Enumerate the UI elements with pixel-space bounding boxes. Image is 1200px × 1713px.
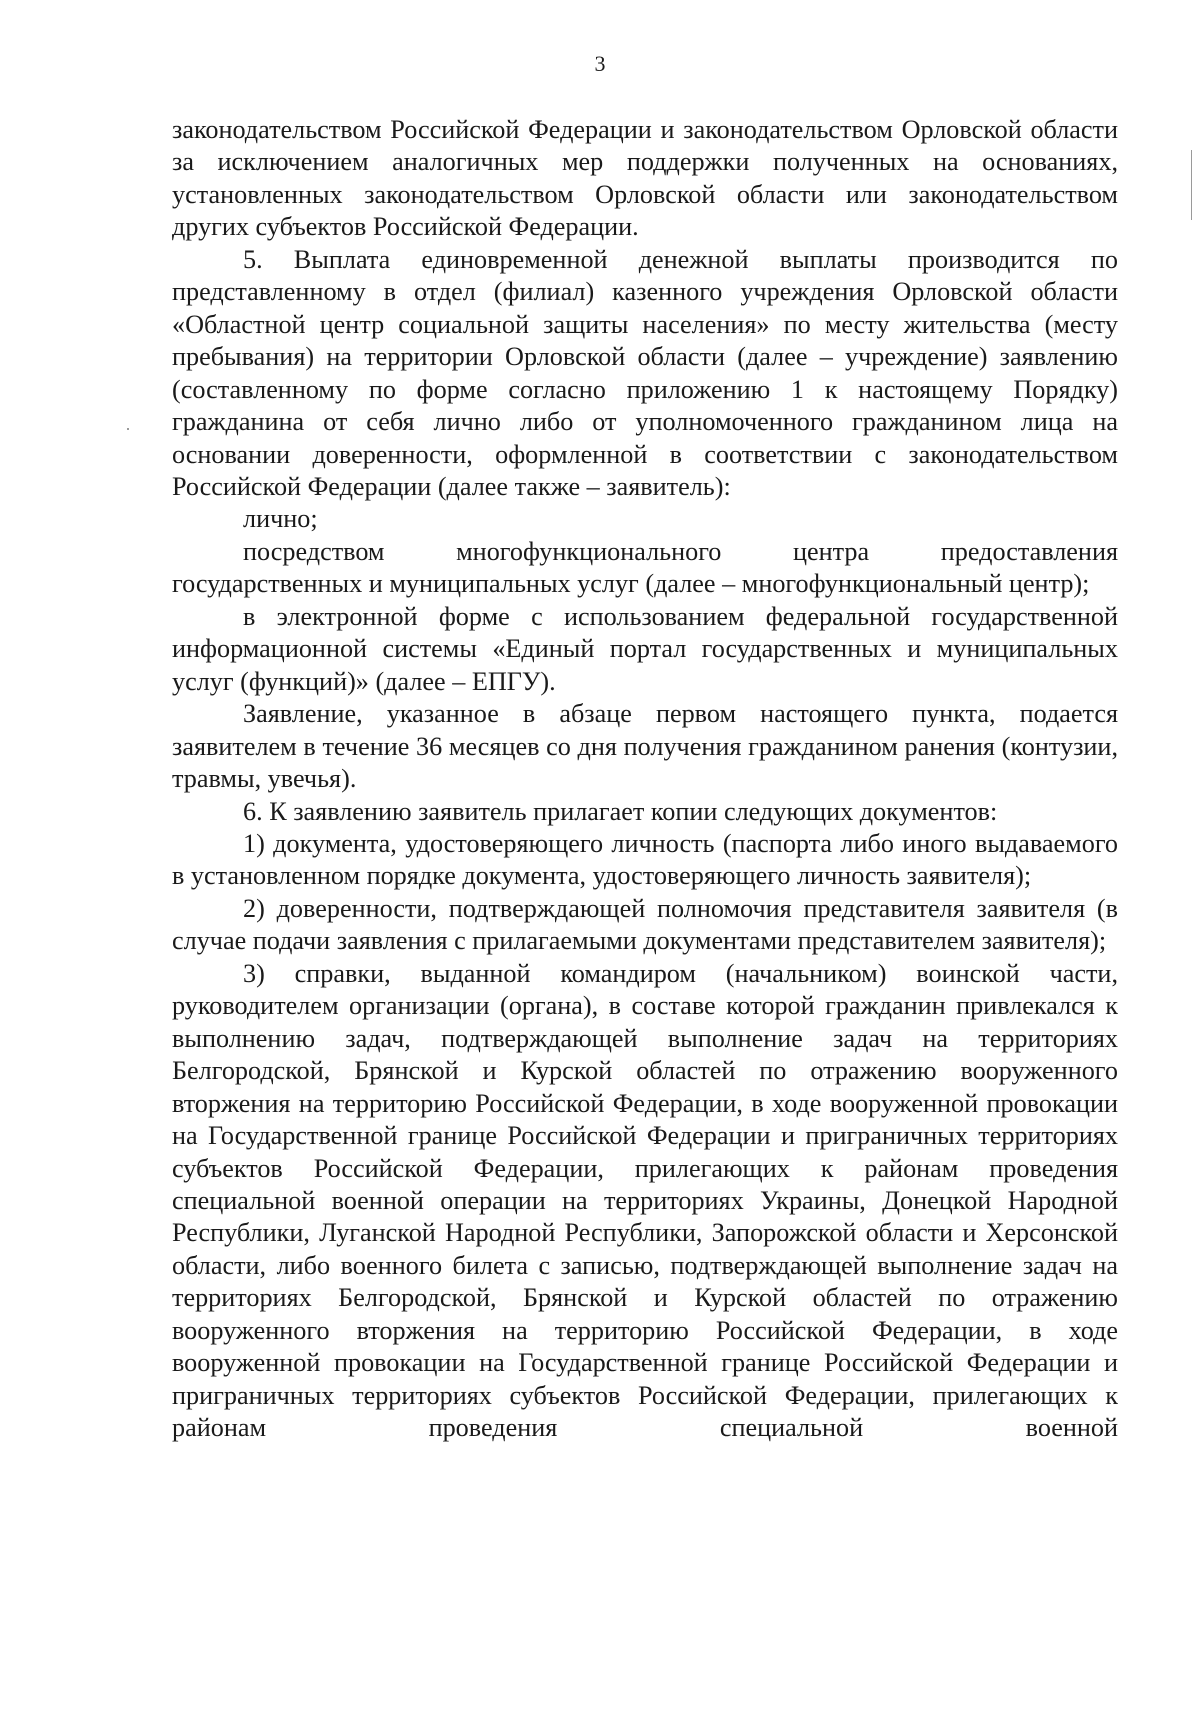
paragraph-option-in-person: лично; (243, 504, 318, 534)
list-item-1: 1) документа, удостоверяющего личность (паспорта либо иного выдаваемого в установленном порядке документа, удостоверяющего личность заявителя); (172, 828, 1118, 891)
scan-edge-mark (1191, 150, 1192, 220)
paragraph-item-5: 5. Выплата единовременной денежной выплаты производится по представленному в отдел (филиал) казенного учреждения Орловской области «Областной центр социальной защиты населения» по месту жительства (месту пребывания) на территории Орловской области (далее – учреждение) заявлению (составленному по форме согласно приложению 1 к настоящему Порядку) гражданина от себя лично либо от уполномоченного гражданином лица на основании доверенности, оформленной в соответствии с законодательством Российской Федерации (далее также – заявитель): (172, 244, 1118, 501)
list-item-2: 2) доверенности, подтверждающей полномочия представителя заявителя (в случае подачи заявления с прилагаемыми документами представителем заявителя); (172, 893, 1118, 956)
scan-dot-mark (127, 428, 129, 430)
paragraph-option-mfc: посредством многофункционального центра предоставления государственных и муниципальных услуг (далее – многофункциональный центр); (172, 536, 1118, 599)
paragraph-application-deadline: Заявление, указанное в абзаце первом настоящего пункта, подается заявителем в течение 36 месяцев со дня получения гражданином ранения (контузии, травмы, увечья). (172, 699, 1118, 794)
paragraph-continuation: законодательством Российской Федерации и законодательством Орловской области за исключением аналогичных мер поддержки полученных на основаниях, установленных законодательством Орловской области или законодательством других субъектов Российской Федерации. (172, 115, 1118, 242)
list-item-3: 3) справки, выданной командиром (начальником) воинской части, руководителем организации (органа), в составе которой гражданин привлекался к выполнению задач, подтверждающей выполнение задач на территориях Белгородской, Брянской и Курской областей по отражению вооруженного вторжения на территорию Российской Федерации, в ходе вооруженной провокации на Государственной границе Российской Федерации и приграничных территориях субъектов Российской Федерации, прилегающих к районам проведения специальной военной операции на территориях Украины, Донецкой Народной Республики, Луганской Народной Республики, Запорожской области и Херсонской области, либо военного билета с записью, подтверждающей выполнение задач на территориях Белгородской, Брянской и Курской областей по отражению вооруженного вторжения на территорию Российской Федерации, в ходе вооруженной провокации на Государственной границе Российской Федерации и приграничных территориях субъектов Российской Федерации, прилегающих к районам проведения специальной военной (172, 958, 1118, 1443)
paragraph-option-epgu: в электронной форме с использованием федеральной государственной информационной системы «Единый портал государственных и муниципальных услуг (функций)» (далее – ЕПГУ). (172, 601, 1118, 696)
document-body (172, 114, 1118, 1445)
paragraph-item-6: 6. К заявлению заявитель прилагает копии следующих документов: (243, 796, 998, 826)
page-number: 3 (594, 51, 606, 76)
